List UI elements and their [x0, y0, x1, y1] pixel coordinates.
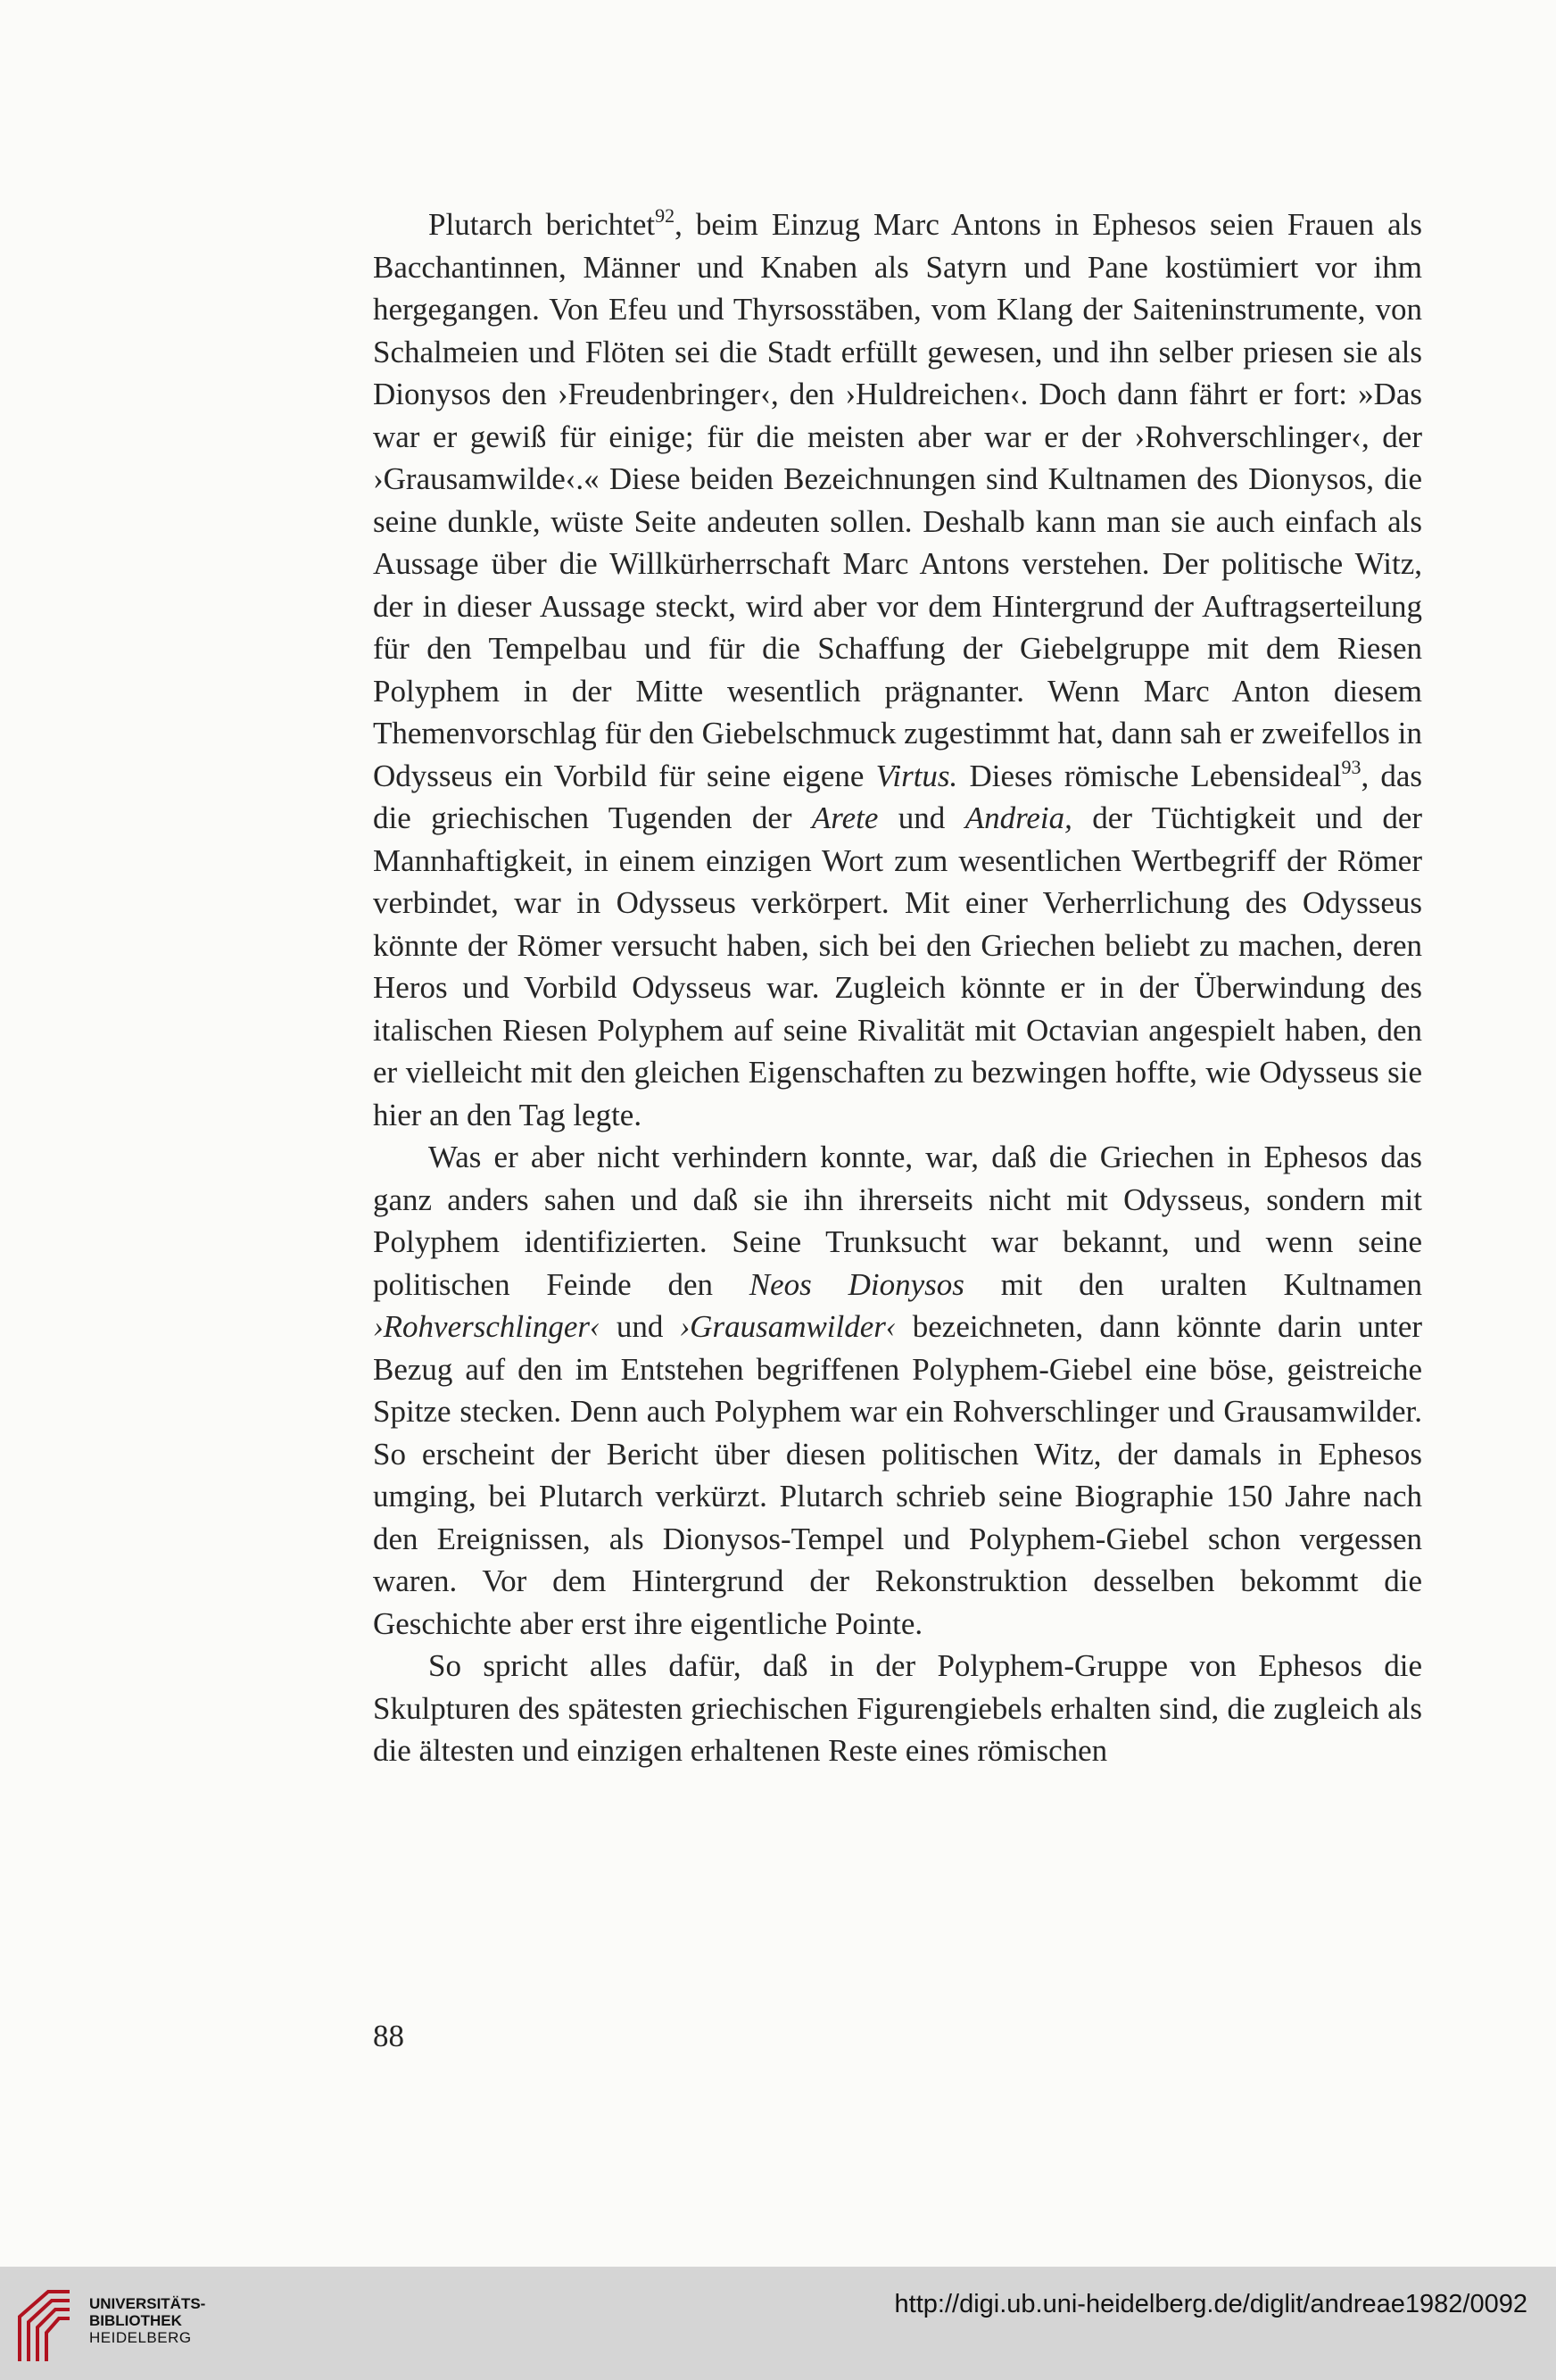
paragraph	[373, 1136, 1422, 1645]
text-run: Was er aber nicht verhindern konnte, war, daß die Griechen in Ephesos das ganz anders sahen und daß sie ihn ihrerseits nicht mit Odysseus, sondern mit Polyphem identifizierten. Seine Trunksucht war bekannt, und wenn seine politischen Feinde den	[373, 1140, 1422, 1302]
body-text	[373, 203, 1422, 1772]
paragraph	[373, 1645, 1422, 1772]
library-logo-icon	[12, 2286, 77, 2367]
italic-term: Andreia,	[964, 800, 1072, 835]
text-run: der Tüchtigkeit und der Mannhaftigkeit, in einem einzigen Wort zum wesentlichen Wertbegriff der Römer verbindet, war in Odysseus verkörpert. Mit einer Verherrlichung des Odysseus könnte der Römer versucht haben, sich bei den Griechen beliebt zu machen, deren Heros und Vorbild Odysseus war. Zugleich könnte er in der Überwindung des italischen Riesen Polyphem auf seine Rivalität mit Octavian angespielt haben, den er vielleicht mit den gleichen Eigenschaften zu bezwingen hoffte, wie Odysseus sie hier an den Tag legte.	[373, 800, 1423, 1132]
text-run: , beim Einzug Marc Antons in Ephesos seien Frauen als Bacchantinnen, Männer und Knaben als Satyrn und Pane kostümiert vor ihm hergegangen. Von Efeu und Thyrsosstäben, vom Klang der Saiteninstrumente, von Schalmeien und Flöten sei die Stadt erfüllt gewesen, und ihn selber priesen sie als Dionysos den ›Freudenbringer‹, den ›Huldreichen‹. Doch dann fährt er fort: »Das war er gewiß für einige; für die meisten aber war er der ›Rohverschlinger‹, der ›Grausamwilde‹.« Diese beiden Bezeichnungen sind Kultnamen des Dionysos, die seine dunkle, wüste Seite andeuten sollen. Deshalb kann man sie auch einfach als Aussage über die Willkürherrschaft Marc Antons verstehen. Der politische Witz, der in dieser Aussage steckt, wird aber vor dem Hintergrund der Auftragserteilung für den Tempelbau und für die Schaffung der Giebelgruppe mit dem Riesen Polyphem in der Mitte wesentlich prägnanter. Wenn Marc Anton diesem Themenvorschlag für den Giebelschmuck zugestimmt hat, dann sah er zweifellos in Odysseus ein Vorbild für seine eigene	[373, 207, 1422, 793]
text-run: mit den uralten Kultnamen	[964, 1266, 1422, 1302]
library-name-line2: BIBLIOTHEK	[89, 2312, 182, 2329]
italic-term: Virtus.	[875, 758, 958, 793]
italic-term: Arete	[811, 800, 879, 835]
text-run: Dieses römische Lebensideal	[957, 758, 1342, 793]
text-run: Plutarch berichtet	[428, 207, 656, 242]
source-url-link[interactable]: http://digi.ub.uni-heidelberg.de/diglit/andreae1982/0092	[894, 2290, 1527, 2318]
library-name-line1: UNIVERSITÄTS-	[89, 2295, 206, 2312]
library-name	[89, 2295, 205, 2346]
text-run: und	[878, 800, 965, 835]
text-run: und	[600, 1309, 680, 1344]
page-number: 88	[373, 2019, 404, 2053]
text-run: So spricht alles dafür, daß in der Polyphem-Gruppe von Ephesos die Skulpturen des spätesten griechischen Figurengiebels erhalten sind, die zugleich als die ältesten und einzigen erhaltenen Reste eines römischen	[373, 1648, 1422, 1768]
library-name-line3: HEIDELBERG	[89, 2329, 192, 2346]
footer-bar	[0, 2267, 1556, 2380]
paragraph	[373, 203, 1422, 1136]
footnote-ref: 93	[1341, 755, 1362, 778]
text-run: bezeichneten, dann könnte darin unter Bezug auf den im Entstehen begriffenen Polyphem-Giebel eine böse, geistreiche Spitze stecken. Denn auch Polyphem war ein Rohverschlinger und Grausamwilder. So erscheint der Bericht über diesen politischen Witz, der damals in Ephesos umging, bei Plutarch verkürzt. Plutarch schrieb seine Biographie 150 Jahre nach den Ereignissen, als Dionysos-Tempel und Polyphem-Giebel schon vergessen waren. Vor dem Hintergrund der Rekonstruktion desselben bekommt die Geschichte aber erst ihre eigentliche Pointe.	[373, 1309, 1423, 1641]
footnote-ref: 92	[655, 204, 675, 227]
text-run: , das die griechischen Tugenden der	[373, 758, 1422, 835]
italic-term: ›Grausamwilder‹	[679, 1309, 897, 1344]
italic-term: Neos Dionysos	[749, 1266, 964, 1302]
italic-term: ›Rohverschlinger‹	[373, 1309, 600, 1344]
